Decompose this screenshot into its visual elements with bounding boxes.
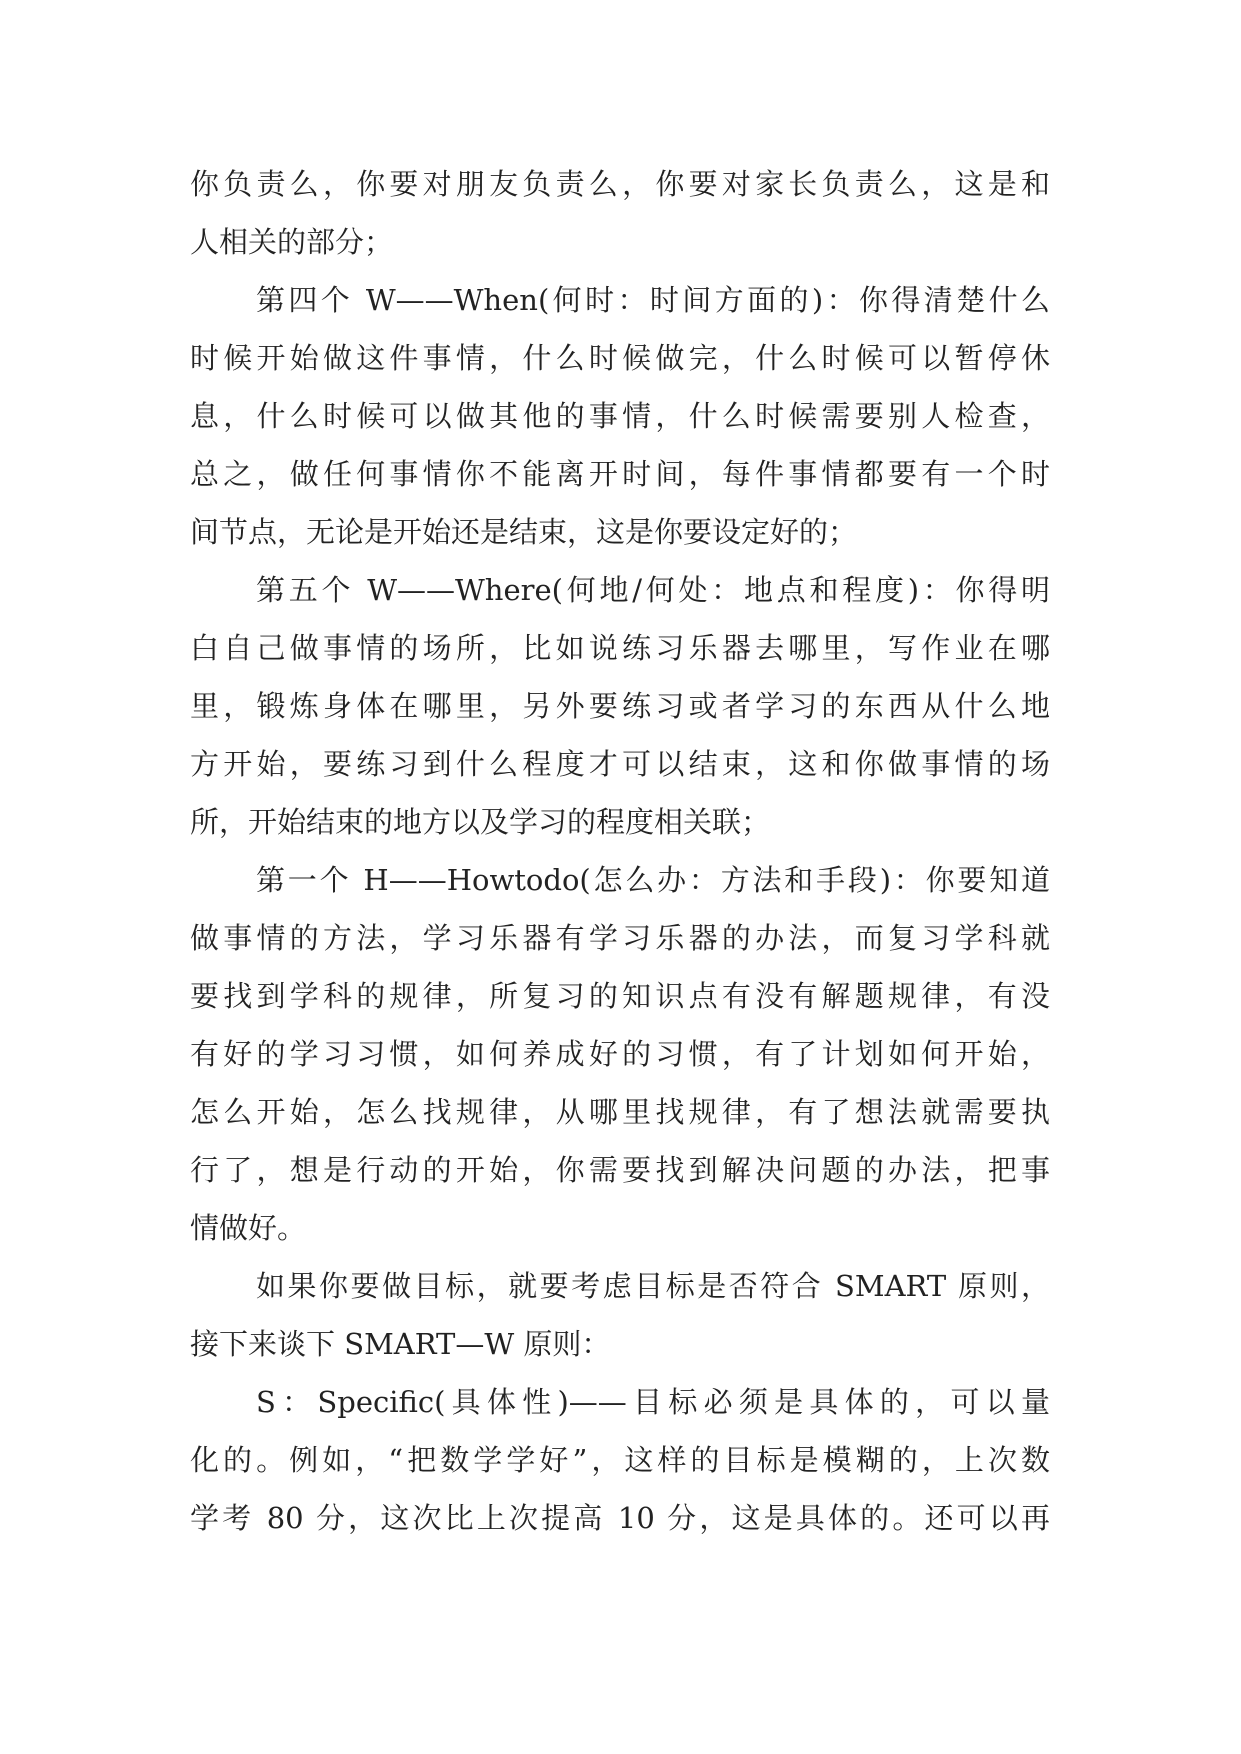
text-line: 学考 80 分，这次比上次提高 10 分，这是具体的。还可以再 bbox=[190, 1501, 1050, 1535]
paragraph-first-line: 如果你要做目标，就要考虑目标是否符合 SMART 原则， bbox=[256, 1269, 1050, 1303]
text-line: 间节点，无论是开始还是结束，这是你要设定好的； bbox=[190, 515, 858, 549]
text-line: 要找到学科的规律，所复习的知识点有没有解题规律，有没 bbox=[190, 979, 1050, 1013]
text-line: 化的。例如，“把数学学好”，这样的目标是模糊的，上次数 bbox=[190, 1443, 1050, 1477]
paragraph-first-line: 第五个 W——Where(何地/何处：地点和程度)：你得明 bbox=[256, 573, 1050, 607]
text-line: 总之，做任何事情你不能离开时间，每件事情都要有一个时 bbox=[190, 457, 1050, 491]
text-line: 情做好。 bbox=[190, 1211, 307, 1245]
paragraph-first-line: 第一个 H——Howtodo(怎么办：方法和手段)：你要知道 bbox=[256, 863, 1050, 897]
text-line: 方开始，要练习到什么程度才可以结束，这和你做事情的场 bbox=[190, 747, 1050, 781]
text-line: 白自己做事情的场所，比如说练习乐器去哪里，写作业在哪 bbox=[190, 631, 1050, 665]
text-line: 做事情的方法，学习乐器有学习乐器的办法，而复习学科就 bbox=[190, 921, 1050, 955]
paragraph-first-line: 第四个 W——When(何时：时间方面的)：你得清楚什么 bbox=[256, 283, 1050, 317]
text-line: 时候开始做这件事情，什么时候做完，什么时候可以暂停休 bbox=[190, 341, 1050, 375]
text-line: 息，什么时候可以做其他的事情，什么时候需要别人检查， bbox=[190, 399, 1050, 433]
text-line: 接下来谈下 SMART—W 原则： bbox=[190, 1327, 611, 1361]
text-line: 行了，想是行动的开始，你需要找到解决问题的办法，把事 bbox=[190, 1153, 1050, 1187]
text-line: 有好的学习习惯，如何养成好的习惯，有了计划如何开始， bbox=[190, 1037, 1050, 1071]
text-line: 人相关的部分； bbox=[190, 225, 394, 259]
text-line: 所，开始结束的地方以及学习的程度相关联； bbox=[190, 805, 771, 839]
text-line: 你负责么，你要对朋友负责么，你要对家长负责么，这是和 bbox=[190, 167, 1050, 201]
body-text bbox=[190, 155, 1050, 1547]
paragraph-first-line: S：Specific(具体性)——目标必须是具体的，可以量 bbox=[256, 1385, 1050, 1419]
text-line: 怎么开始，怎么找规律，从哪里找规律，有了想法就需要执 bbox=[190, 1095, 1050, 1129]
text-line: 里，锻炼身体在哪里，另外要练习或者学习的东西从什么地 bbox=[190, 689, 1050, 723]
